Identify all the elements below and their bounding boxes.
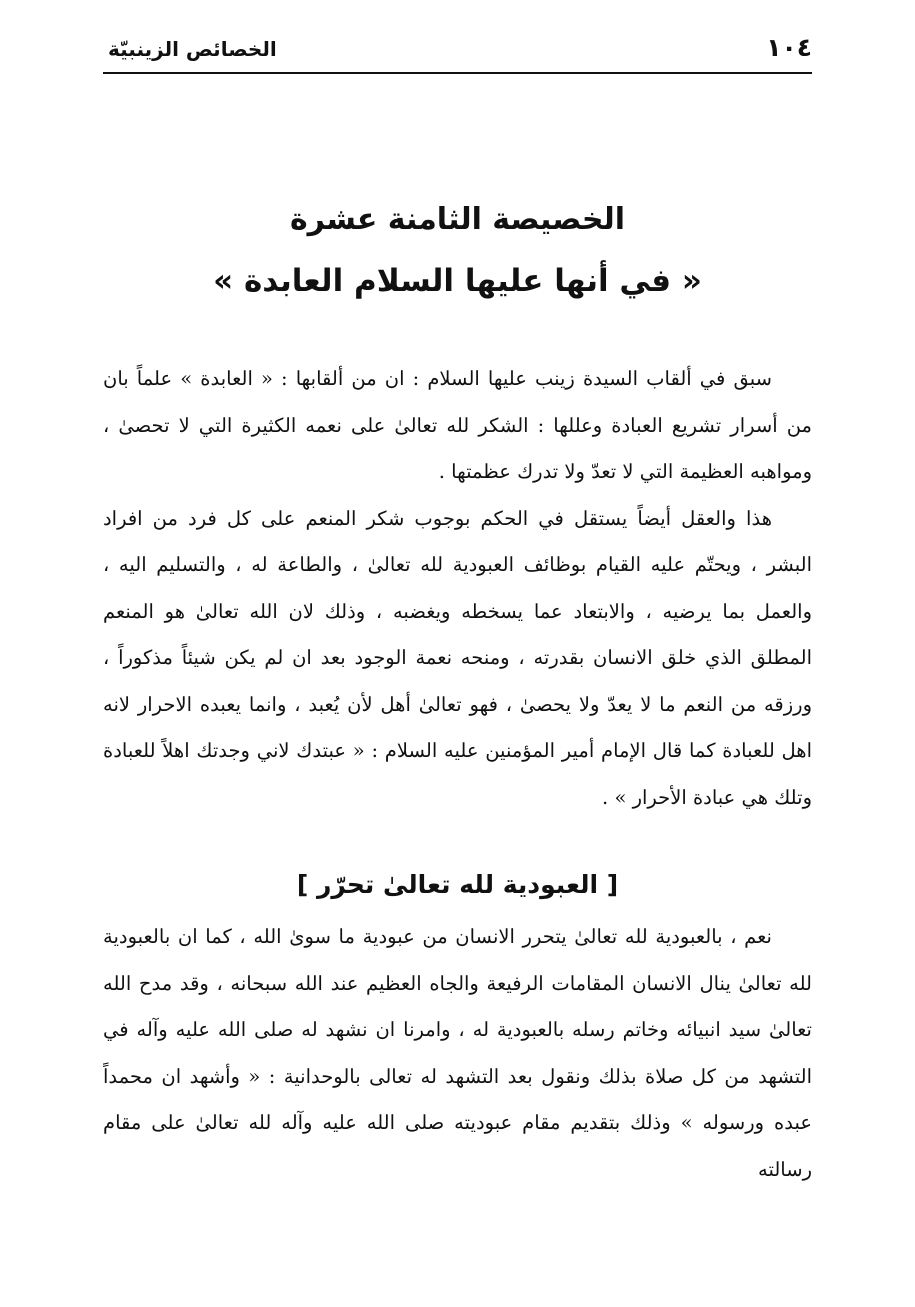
running-head xyxy=(108,30,812,70)
chapter-title: الخصيصة الثامنة عشرة xyxy=(289,202,626,237)
paragraph: نعم ، بالعبودية لله تعالىٰ يتحرر الانسان من عبودية ما سوىٰ الله ، كما ان بالعبودية لله تعالىٰ ينال الانسان المقامات الرفيعة والجاه العظيم عند الله سبحانه ، وقد مدح الله تعالىٰ سيد انبيائه وخاتم رسله بالعبودية له ، وامرنا ان نشهد له صلى الله عليه وآله في التشهد من كل صلاة بذلك ونقول بعد التشهد له تعالى بالوحدانية : « وأشهد ان محمداً عبده ورسوله » وذلك بتقديم مقام عبوديته صلى الله عليه وآله لله تعالىٰ على مقام رسالته xyxy=(103,925,812,1181)
book-title: الخصائص الزينبيّة xyxy=(108,37,277,61)
chapter-subtitle: « في أنها عليها السلام العابدة » xyxy=(213,263,702,299)
section-heading: [ العبودية لله تعالىٰ تحرّر ] xyxy=(296,870,619,899)
header-rule xyxy=(103,72,812,74)
page-number: ١٠٤ xyxy=(766,33,812,62)
body-text-intro xyxy=(103,356,812,821)
paragraph: سبق في ألقاب السيدة زينب عليها السلام : ان من ألقابها : « العابدة » علماً بان من أسرار تشريع العبادة وعللها : الشكر لله تعالىٰ على نعمه الكثيرة التي لا تحصىٰ ، ومواهبه العظيمة التي لا تعدّ ولا تدرك عظمتها . xyxy=(103,367,812,483)
body-text-section xyxy=(103,914,812,1193)
paragraph: هذا والعقل أيضاً يستقل في الحكم بوجوب شكر المنعم على كل فرد من افراد البشر ، ويحتّم عليه القيام بوظائف العبودية لله تعالىٰ ، والطاعة له ، والتسليم اليه ، والعمل بما يرضيه ، والابتعاد عما يسخطه ويغضبه ، وذلك لان الله تعالىٰ هو المنعم المطلق الذي خلق الانسان بقدرته ، ومنحه نعمة الوجود بعد ان لم يكن شيئاً مذكوراً ، ورزقه من النعم ما لا يعدّ ولا يحصىٰ ، فهو تعالىٰ أهل لأن يُعبد ، وانما يعبده الاحرار لانه اهل للعبادة كما قال الإمام أمير المؤمنين عليه السلام : « عبتدك لاني وجدتك اهلاً للعبادة وتلك هي عبادة الأحرار » . xyxy=(103,506,812,809)
